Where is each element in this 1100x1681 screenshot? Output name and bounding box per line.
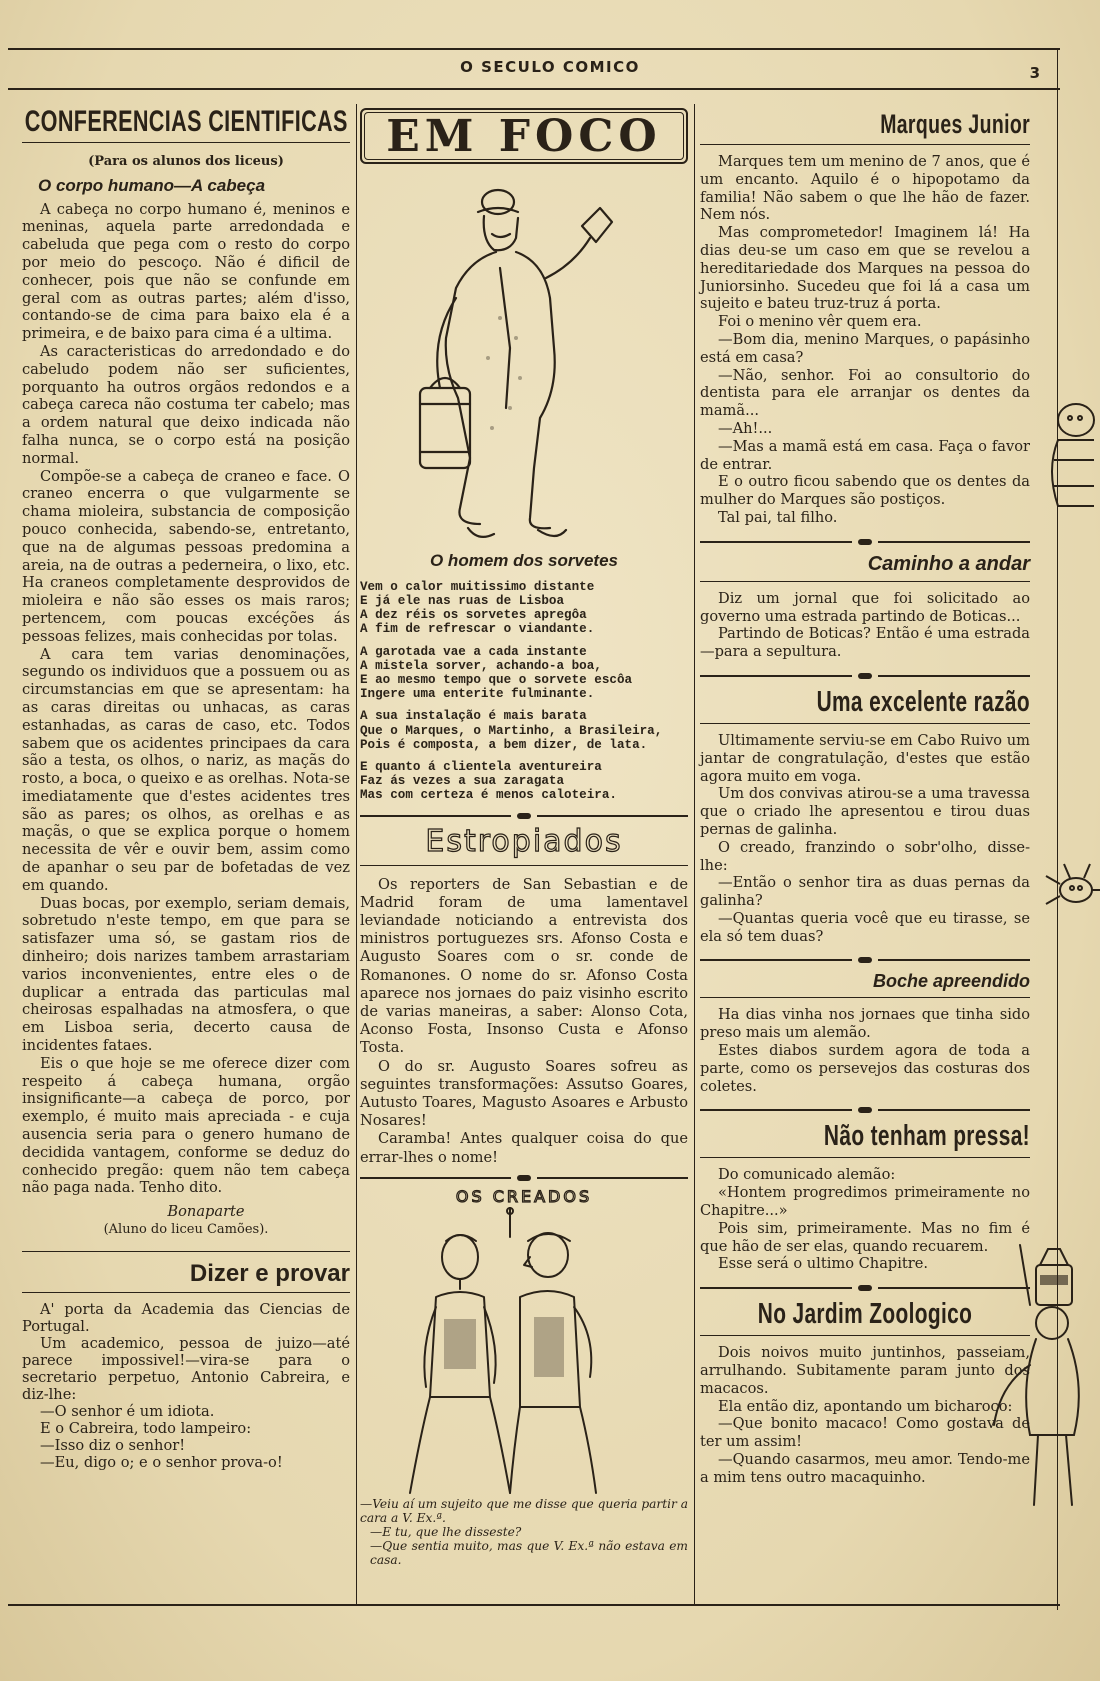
paragraph: E o outro ficou sabendo que os dentes da mulher do Marques são postiços.	[700, 473, 1030, 509]
ice-cream-vendor-illustration	[360, 168, 688, 548]
verse-line: Ingere uma enterite fulminante.	[360, 687, 595, 702]
paragraph: A' porta da Academia das Ciencias de Portugal.	[22, 1300, 350, 1335]
estropiados-heading: Estropiados	[425, 823, 623, 859]
heading-rule	[700, 997, 1030, 998]
conferencias-heading: CONFERENCIAS CIENTIFICAS	[24, 105, 348, 138]
verse-line: A fim de refrescar o viandante.	[360, 622, 595, 637]
section-rule	[22, 1251, 350, 1252]
dizer-heading: Dizer e provar	[189, 1259, 350, 1287]
soldier-doodle-icon	[990, 1235, 1090, 1515]
paragraph: A cabeça no corpo humano é, meninos e meninas, aquela parte arredondada e cabeluda que pega com o resto do corpo por meio do pescoço. Não é dificil de conhecer, pois que não se confunde em geral com as outras partes; além d'isso, contando-se de cima para baixo ela é a primeira, e de baixo para cima é a ultima.	[22, 200, 350, 343]
creados-caption	[360, 1497, 688, 1567]
paragraph: —Quando casarmos, meu amor. Tendo-me a mim tens outro macaquinho.	[700, 1451, 1030, 1486]
paragraph: —Que bonito macaco! Como gostava de ter um assim!	[700, 1415, 1030, 1451]
caption-line: —E tu, que lhe disseste?	[370, 1524, 522, 1539]
emfoco-frame	[360, 108, 688, 164]
section-separator	[360, 811, 688, 821]
paragraph: Um academico, pessoa de juizo—até parece impossivel!—vira-se para o secretario perpetuo, Antonio Cabreira, e diz-lhe:	[22, 1334, 350, 1403]
caminho-heading: Caminho a andar	[867, 552, 1030, 575]
heading-rule	[22, 1292, 350, 1293]
pressa-heading: Não tenham pressa!	[823, 1120, 1030, 1153]
left-column	[22, 104, 350, 1471]
verse-line: E já ele nas ruas de Lisboa	[360, 594, 565, 608]
column-rule-left	[356, 104, 357, 1604]
page-number: 3	[1029, 64, 1040, 82]
paragraph: Mas comprometedor! Imaginem lá! Ha dias deu-se um caso em que se revelou a hereditariedade dos Marques na pessoa do Juniorsinho. Sucedeu que foi lá a casa um sujeito e bateu truz-truz á porta.	[700, 224, 1030, 313]
heading-rule	[700, 1157, 1030, 1158]
signature-note: (Aluno do liceu Camões).	[103, 1222, 269, 1238]
column-rule-right	[694, 104, 695, 1604]
section-separator	[700, 537, 1030, 547]
paragraph: Dois noivos muito juntinhos, passeiam, arrulhando. Subitamente param junto dos macacos.	[700, 1344, 1030, 1397]
paragraph: Pois sim, primeiramente. Mas no fim é que hão de ser elas, quando recuarem.	[700, 1219, 1030, 1255]
verse-line: Mas com certeza é menos caloteira.	[360, 788, 617, 803]
paragraph: Diz um jornal que foi solicitado ao governo uma estrada partindo de Boticas...	[700, 589, 1030, 625]
heading-rule	[360, 865, 688, 866]
paragraph: Do comunicado alemão:	[718, 1166, 896, 1184]
verse-line: Vem o calor muitissimo distante	[360, 579, 595, 594]
paragraph: Ela então diz, apontando um bicharoco:	[718, 1397, 1013, 1415]
boche-heading: Boche apreendido	[872, 971, 1030, 992]
verse-line: A sua instalação é mais barata	[360, 709, 587, 724]
middle-column	[360, 108, 688, 1567]
verse-line: Pois é composta, a bem dizer, de lata.	[360, 737, 648, 752]
bug-doodle-icon	[1040, 850, 1100, 930]
paragraph: —Mas a mamã está em casa. Faça o favor de entrar.	[700, 437, 1030, 473]
ice-cream-sonnet	[360, 580, 688, 803]
section-separator	[360, 1173, 688, 1183]
paragraph: Foi o menino vêr quem era.	[718, 313, 922, 331]
paragraph: «Hontem progredimos primeiramente no Chapitre...»	[700, 1184, 1030, 1220]
paragraph: Um dos convivas atirou-se a uma travessa que o criado lhe apresentou e tirou duas pernas de galinha.	[700, 785, 1030, 838]
marques-heading: Marques Junior	[880, 109, 1030, 139]
verse-line: E ao mesmo tempo que o sorvete escôa	[360, 673, 633, 688]
zoologico-heading: No Jardim Zoologico	[757, 1298, 973, 1331]
heading-rule	[700, 144, 1030, 145]
verse-line: Faz ás vezes a sua zaragata	[360, 774, 565, 789]
paragraph: Os reporters de San Sebastian e de Madrid foram de uma lamentavel leviandade noticiando a entrevista dos ministros portuguezes srs. Afonso Costa e Augusto Soares com o sr. conde de Romanones. O nome do sr. Afonso Costa aparece nos jornaes do paiz visinho escrito de varias maneiras, a saber: Alonso Cota, Aconso Fosta, Insonso Custa e Afonso Tosta.	[360, 875, 688, 1057]
paragraph: O do sr. Augusto Soares sofreu as seguintes transformações: Assutso Goares, Autusto Toares, Magusto Asoares e Arbusto Nosares!	[360, 1057, 688, 1130]
heading-rule	[700, 723, 1030, 724]
signature: Bonaparte	[167, 1203, 245, 1221]
right-column	[700, 108, 1030, 1487]
servants-illustration	[360, 1207, 688, 1497]
emfoco-heading: EM FOCO	[364, 112, 684, 160]
verse-line: E quanto á clientela aventureira	[360, 760, 602, 775]
razao-heading: Uma excelente razão	[816, 685, 1030, 718]
conferencias-topic: O corpo humano—A cabeça	[38, 175, 266, 195]
paragraph: Eis o que hoje se me oferece dizer com respeito á cabeça humana, orgão insignificante—a cabeça de porco, por exemplo, é muito mais apreciada - e cuja ausencia seria para o genero humano de decidida vantagem, conforme se deduz do conhecido pregão: quem não tem cabeça não paga nada. Tenho dito.	[22, 1054, 350, 1197]
paragraph: Duas bocas, por exemplo, seriam demais, sobretudo n'este tempo, em que para se satisfazer uma só, se gastam rios de dinheiro; dois narizes tambem arrastariam varios inconvenientes, entre eles o de duplicar a entrada das particulas mal cheirosas espalhadas na atmosfera, o que em Lisboa seria, decerto causa de incidentes fataes.	[22, 894, 350, 1055]
paragraph: Partindo de Boticas? Então é uma estrada—para a sepultura.	[700, 625, 1030, 661]
paragraph: Compõe-se a cabeça de craneo e face. O craneo encerra o que vulgarmente se chama mioleira, substancia de composição pouco conhecida, sabendo-se, entretanto, que na de algumas pessoas predomina a areia, na de outras a pederneira, o lixo, etc. Ha craneos completamente desprovidos de mioleira e não são esses os mais raros; pertencem, com poucas excéções ás pessoas felizes, mais conhecidas por tolas.	[22, 467, 350, 645]
verse-line: A garotada vae a cada instante	[360, 644, 587, 659]
verse-line: A dez réis os sorvetes apregôa	[360, 608, 587, 623]
paragraph: Ha dias vinha nos jornaes que tinha sido preso mais um alemão.	[700, 1006, 1030, 1042]
section-separator	[700, 955, 1030, 965]
paragraph: —Eu, digo o; e o senhor prova-o!	[40, 1453, 283, 1471]
paragraph: Marques tem um menino de 7 anos, que é um encanto. Aquilo é o hipopotamo da familia! Não sabem o que lhe hão de fazer. Nem nós.	[700, 153, 1030, 224]
paragraph: Ultimamente serviu-se em Cabo Ruivo um jantar de congratulação, d'estes que estão agora muito em voga.	[700, 731, 1030, 785]
paragraph: As caracteristicas do arredondado e do cabeludo podem não ser suficientes, porquanto ha outros orgãos redondos e a cabeça careca não costuma ter cabelo; mas a ordem natural que deixo indicada não falha nunca, se o corpo está na posição normal.	[22, 342, 350, 467]
paragraph: —Ah!...	[718, 419, 773, 437]
heading-rule	[700, 1335, 1030, 1336]
section-separator	[700, 1283, 1030, 1293]
paragraph: E o Cabreira, todo lampeiro:	[40, 1419, 252, 1437]
section-separator	[700, 671, 1030, 681]
paragraph: Esse será o ultimo Chapitre.	[718, 1255, 929, 1273]
paragraph: A cara tem varias denominações, segundo os individuos que a possuem ou as circumstancias em que se apresentam: ha as caras direitas ou unhacas, as caras estanhadas, as caras de caso, etc. Todos sabem que os acidentes principaes da cara são a testa, os olhos, o nariz, as maçãs do rosto, a boca, o queixo e as orelhas. Nota-se imediatamente que d'estes acidentes tres são as pares; os olhos, as orelhas e as maçãs, o que se explica porque o homem necessita de vêr e ouvir bem, assim como de apanhar o seu par de bofetadas de vez em quando.	[22, 645, 350, 894]
paragraph: —Então o senhor tira as duas pernas da galinha?	[700, 874, 1030, 910]
paragraph: —Quantas queria você que eu tirasse, se ela só tem duas?	[700, 909, 1030, 945]
caption-line: —Que sentia muito, mas que V. Ex.ª não estava em casa.	[370, 1538, 688, 1567]
verse-line: A mistela sorver, achando-a boa,	[360, 658, 602, 673]
top-rule	[8, 48, 1060, 50]
paragraph: Estes diabos surdem agora de toda a parte, como os persevejos das costuras dos coletes.	[700, 1042, 1030, 1095]
verse-line: Que o Marques, o Martinho, a Brasileira,	[360, 723, 663, 738]
paragraph: —Não, senhor. Foi ao consultorio do dentista para ele arranjar os dentes da mamã...	[700, 366, 1030, 420]
paragraph: —O senhor é um idiota.	[40, 1402, 215, 1420]
heading-rule	[22, 142, 350, 143]
section-separator	[700, 1105, 1030, 1115]
paragraph: Caramba! Antes qualquer coisa do que errar-lhes o nome!	[360, 1130, 688, 1166]
caption-line: —Veiu aí um sujeito que me disse que queria partir a cara a V. Ex.ª.	[360, 1496, 688, 1525]
heading-rule	[700, 581, 1030, 582]
creados-heading: OS CREADOS	[455, 1186, 593, 1206]
conferencias-subtitle: (Para os alunos dos liceus)	[88, 154, 284, 169]
paragraph: O creado, franzindo o sobr'olho, disse-lhe:	[700, 838, 1030, 874]
header-rule	[8, 88, 1060, 90]
barrel-doodle-icon	[1036, 390, 1096, 520]
masthead-title: O SECULO COMICO	[460, 58, 640, 76]
paragraph: Tal pai, tal filho.	[718, 508, 838, 526]
paragraph: —Bom dia, menino Marques, o papásinho está em casa?	[700, 330, 1030, 366]
paragraph: —Isso diz o senhor!	[40, 1436, 186, 1454]
bottom-rule	[8, 1604, 1060, 1606]
emfoco-caption: O homem dos sorvetes	[429, 551, 618, 570]
